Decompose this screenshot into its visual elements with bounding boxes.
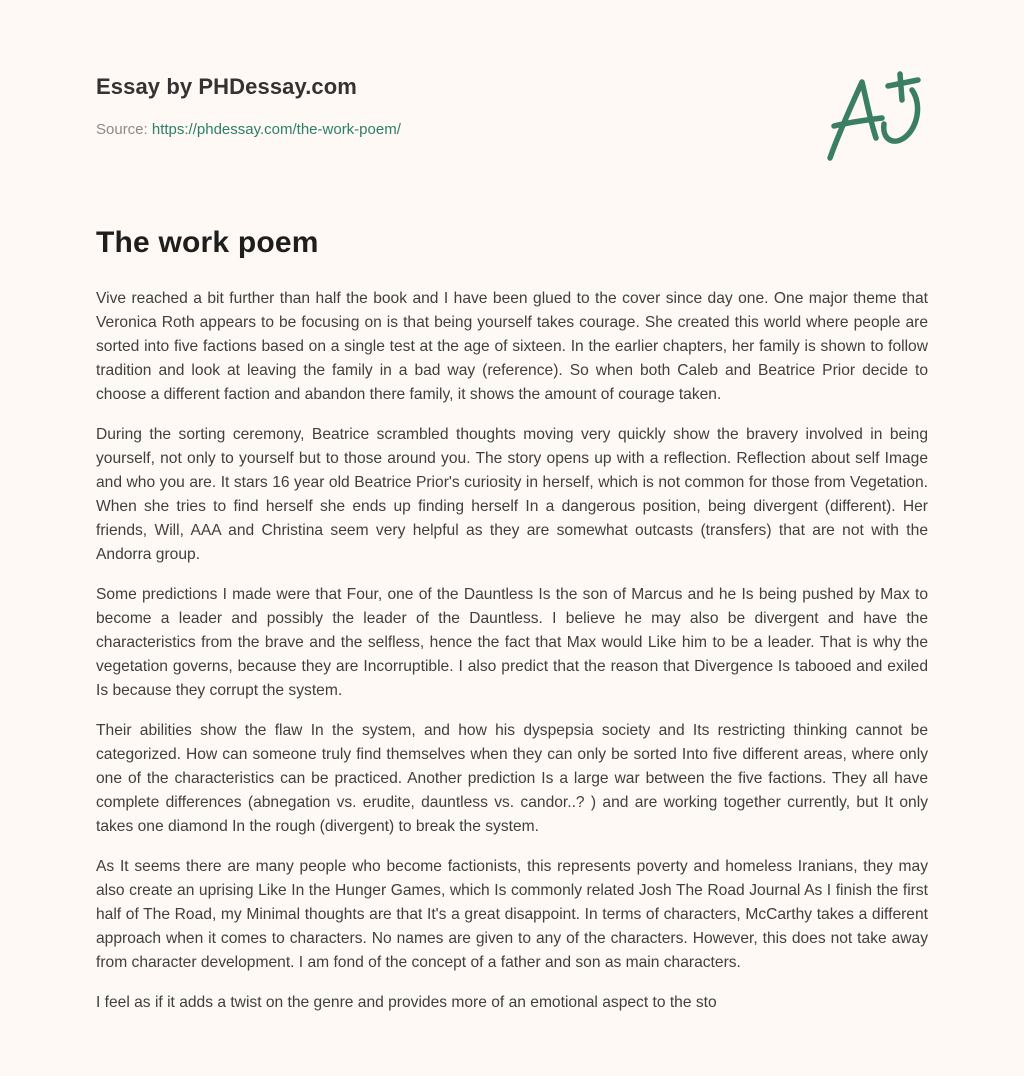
a-plus-grade-icon — [822, 68, 932, 164]
source-line — [96, 121, 928, 138]
essay-article — [96, 226, 928, 1031]
paragraph: As It seems there are many people who become factionists, this represents poverty and homeless Iranians, they may also create an uprising Like In the Hunger Games, which Is commonly related Josh The Road Journal As I finish the first half of The Road, my Minimal thoughts are that It's a great disappoint. In terms of characters, McCarthy takes a different approach when it comes to characters. No names are given to any of the characters. However, this does not take away from character development. I am fond of the concept of a father and son as main characters. — [96, 858, 928, 971]
site-title: Essay by PHDessay.com — [96, 74, 357, 99]
essay-header — [96, 74, 928, 138]
source-label: Source: — [96, 121, 148, 138]
paragraph: Vive reached a bit further than half the book and I have been glued to the cover since day one. One major theme that Veronica Roth appears to be focusing on is that being yourself takes courage. She created this world where people are sorted into five factions based on a single test at the age of sixteen. In the earlier chapters, her family is shown to follow tradition and look at leaving the family in a bad way (reference). So when both Caleb and Beatrice Prior decide to choose a different faction and abandon there family, it shows the amount of courage taken. — [96, 290, 928, 403]
paragraph: During the sorting ceremony, Beatrice scrambled thoughts moving very quickly show the bravery involved in being yourself, not only to yourself but to those around you. The story opens up with a reflection. Reflection about self Image and who you are. It stars 16 year old Beatrice Prior's curiosity in herself, which is not common for those from Vegetation. When she tries to find herself she ends up finding herself In a dangerous position, being divergent (different). Her friends, Will, AAA and Christina seem very helpful as they are somewhat outcasts (transfers) that are not with the Andorra group. — [96, 426, 928, 563]
paragraph: Some predictions I made were that Four, one of the Dauntless Is the son of Marcus and he Is being pushed by Max to become a leader and possibly the leader of the Dauntless. I believe he may also be divergent and have the characteristics from the brave and the selfless, hence the fact that Max would Like him to be a leader. That is why the vegetation governs, because they are Incorruptible. I also predict that the reason that Divergence Is tabooed and exiled Is because they corrupt the system. — [96, 586, 928, 699]
source-link[interactable]: https://phdessay.com/the-work-poem/ — [151, 121, 401, 138]
paragraph: I feel as if it adds a twist on the genre and provides more of an emotional aspect to the sto — [96, 994, 717, 1011]
paragraph: Their abilities show the flaw In the system, and how his dyspepsia society and Its restricting thinking cannot be categorized. How can someone truly find themselves when they can only be sorted Into five different areas, where only one of the characteristics can be practiced. Another prediction Is a large war between the five factions. They all have complete differences (abnegation vs. erudite, dauntless vs. candor..? ) and are working together currently, but It only takes one diamond In the rough (divergent) to break the system. — [96, 722, 928, 835]
article-title: The work poem — [96, 226, 319, 259]
